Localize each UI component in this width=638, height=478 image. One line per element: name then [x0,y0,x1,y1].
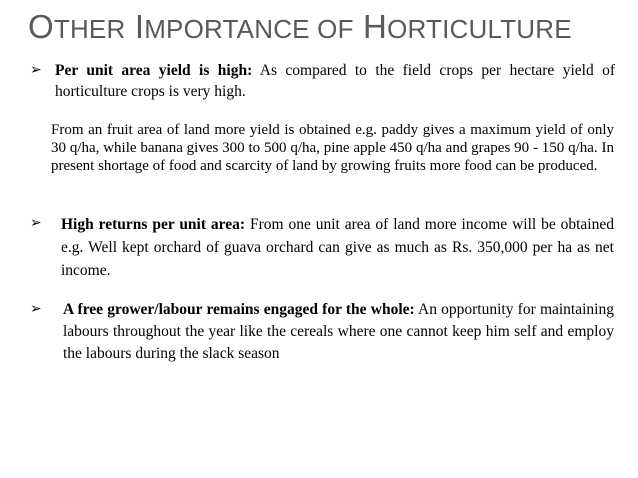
point-body: An opportunity for maintaining labours throughout the year like the cereals where one cannot keep him self and employ the labours during the slack season [63,301,614,362]
point-returns [61,213,614,282]
slide-title: OTHER IMPORTANCE OF HORTICULTURE [28,8,572,45]
bullet-arrow-icon: ➢ [30,62,42,78]
point-yield [55,60,615,102]
point-heading: High returns per unit area: [61,216,246,233]
point-heading: A free grower/labour remains engaged for the whole: [63,301,415,318]
point-body: As compared to the field crops per hectare yield of horticulture crops is very high. [55,62,615,100]
point-body: From one unit area of land more income will be obtained e.g. Well kept orchard of guava orchard can give as much as Rs. 350,000 per ha as net income. [61,216,614,279]
bullet-arrow-icon: ➢ [30,215,42,231]
bullet-arrow-icon: ➢ [30,301,42,317]
point-heading: Per unit area yield is high: [55,62,253,79]
point-employment [63,299,614,365]
yield-explanation-paragraph: From an fruit area of land more yield is obtained e.g. paddy gives a maximum yield of only 30 q/ha, while banana gives 300 to 500 q/ha, pine apple 450 q/ha and grapes 90 - 150 q/ha. In present shortage of food and scarcity of land by growing fruits more food can be produced. [51,122,614,174]
